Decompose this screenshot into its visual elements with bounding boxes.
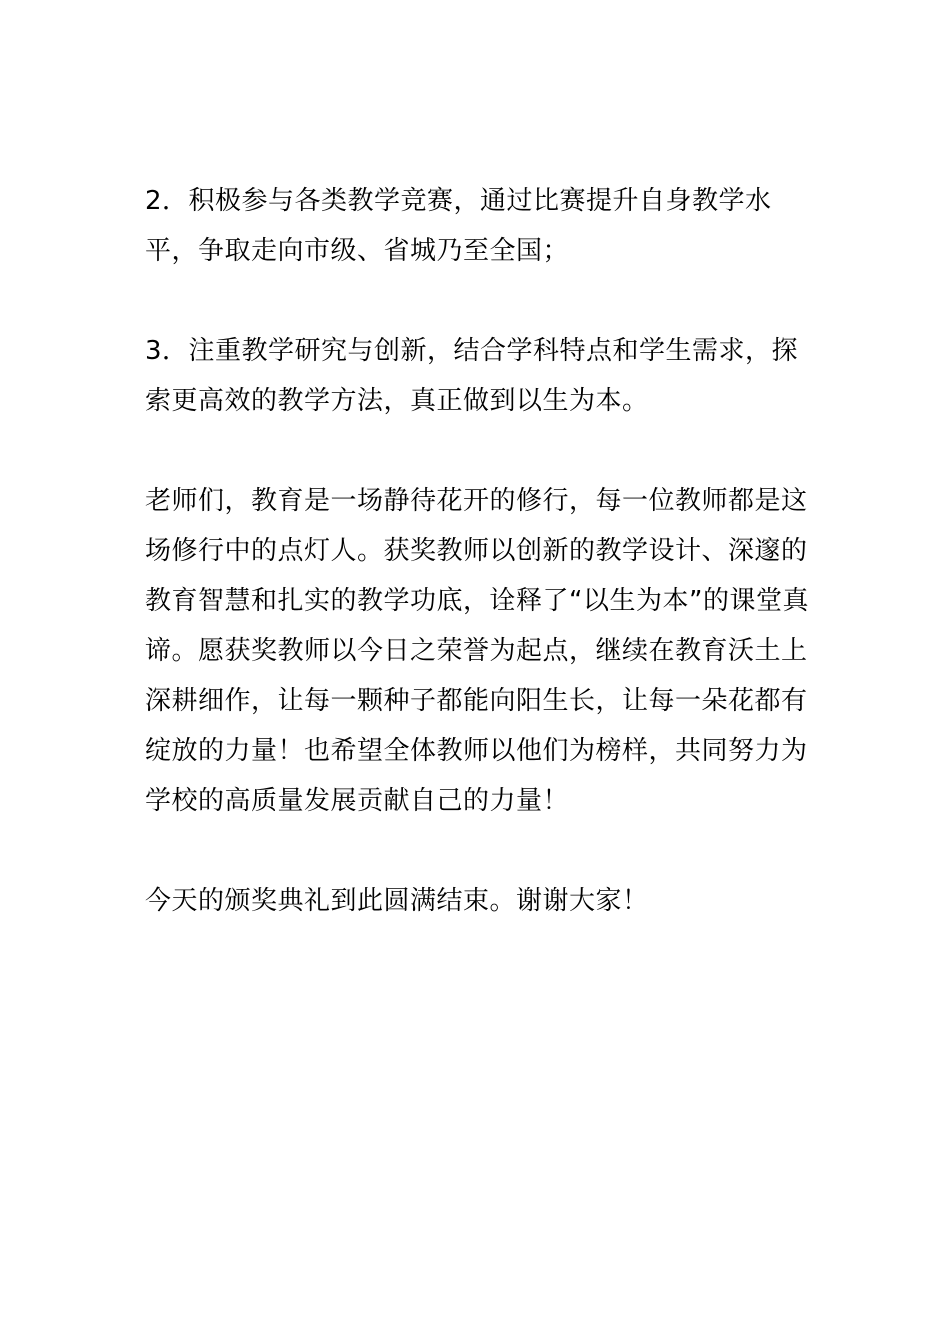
document-body (145, 176, 810, 926)
paragraph-closing-remarks: 老师们，教育是一场静待花开的修行，每一位教师都是这场修行中的点灯人。获奖教师以创新的教学设计、深邃的教育智慧和扎实的教学功底，诠释了“以生为本”的课堂真谛。愿获奖教师以今日之荣誉为起点，继续在教育沃土上深耕细作，让每一颗种子都能向阳生长，让每一朵花都有绽放的力量！也希望全体教师以他们为榜样，共同努力为学校的高质量发展贡献自己的力量！ (145, 486, 809, 816)
paragraph-item-3: 3．注重教学研究与创新，结合学科特点和学生需求，探索更高效的教学方法，真正做到以生为本。 (145, 336, 799, 416)
paragraph-ending: 今天的颁奖典礼到此圆满结束。谢谢大家！ (145, 886, 649, 916)
paragraph-item-2: 2．积极参与各类教学竞赛，通过比赛提升自身教学水平，争取走向市级、省城乃至全国； (145, 186, 772, 266)
